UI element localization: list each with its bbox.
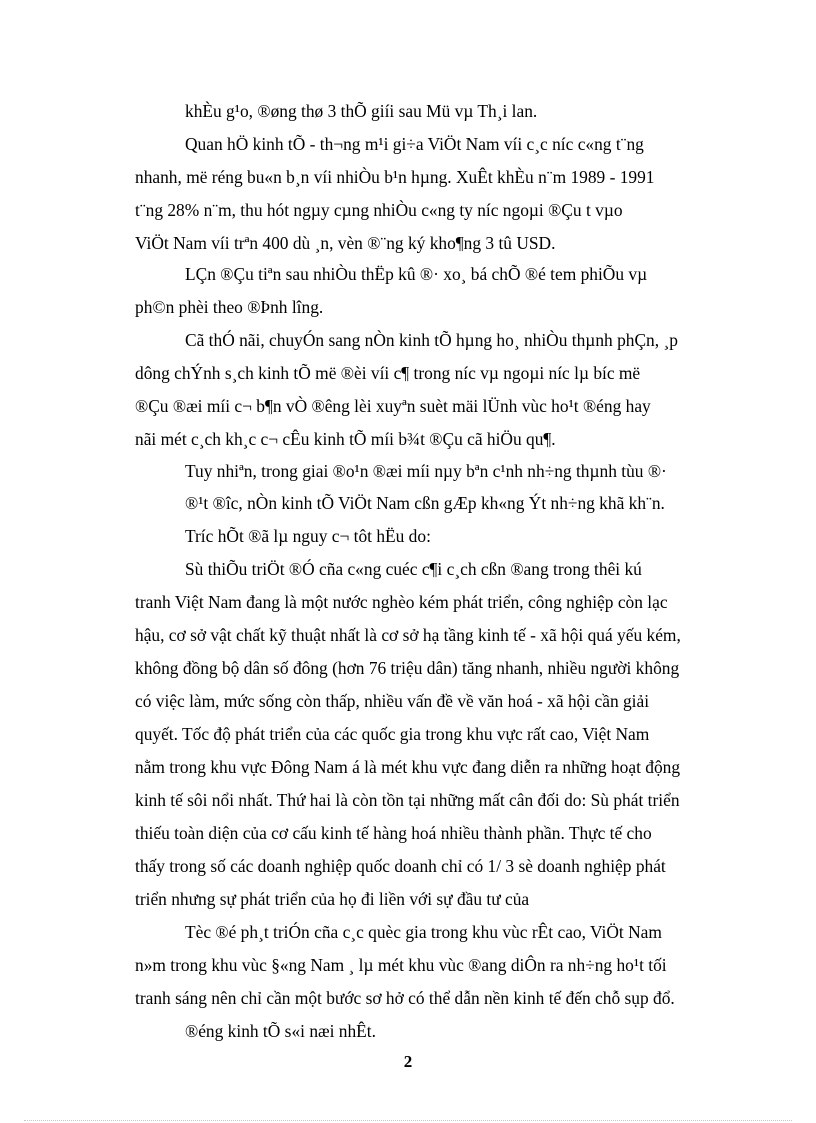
text-line-23: thiếu toàn diện của cơ cấu kinh tế hàng hoá nhiều thành phần. Thực tế cho bbox=[135, 823, 652, 843]
text-line-12: Tuy nhiªn, trong giai ®o¹n ®æi míi nµy bªn c¹nh nh÷ng thµnh tùu ®· bbox=[185, 461, 667, 481]
text-line-9: dông chÝnh s¸ch kinh tÕ më ®èi víi c¶ trong níc vµ ngoµi níc lµ bíc më bbox=[135, 363, 641, 383]
text-line-29: ®éng kinh tÕ s«i næi nhÊt. bbox=[185, 1021, 376, 1041]
text-line-8: Cã thÓ nãi, chuyÓn sang nÒn kinh tÕ hµng ho¸ nhiÒu thµnh phÇn, ¸p bbox=[185, 330, 678, 350]
text-line-21: nằm trong khu vực Đông Nam á là mét khu vực đang diễn ra những hoạt động bbox=[135, 757, 681, 777]
text-line-25: triển nhưng sự phát triển của họ đi liền với sự đầu tư của bbox=[135, 889, 530, 909]
text-line-4: t¨ng 28% n¨m, thu hót ngµy cµng nhiÒu c«ng ty níc ngoµi ®Çu t vµo bbox=[135, 200, 623, 220]
text-line-22: kinh tế sôi nổi nhất. Thứ hai là còn tồn tại những mất cân đối do: Sù phát triển bbox=[135, 790, 680, 810]
text-line-1: khÈu g¹o, ®øng thø 3 thÕ giíi sau Mü vµ Th¸i lan. bbox=[185, 101, 538, 121]
text-line-15: Sù thiÕu triÖt ®Ó cña c«ng cuéc c¶i c¸ch cßn ®ang trong thêi kú bbox=[185, 559, 642, 579]
text-line-14: Tríc hÕt ®ã lµ nguy c¬ tôt hËu do: bbox=[185, 526, 431, 546]
text-line-11: nãi mét c¸ch kh¸c c¬ cÊu kinh tÕ míi b¾t ®Çu cã hiÖu qu¶. bbox=[135, 429, 556, 449]
text-line-6: LÇn ®Çu tiªn sau nhiÒu thËp kû ®· xo¸ bá chÕ ®é tem phiÕu vµ bbox=[185, 264, 648, 284]
text-line-18: không đồng bộ dân số đông (hơn 76 triệu dân) tăng nhanh, nhiều người không bbox=[135, 658, 680, 678]
text-line-28: tranh sáng nên chỉ cần một bước sơ hở có thể dẫn nền kinh tế đến chỗ sụp đổ. bbox=[135, 988, 675, 1008]
text-line-20: quyết. Tốc độ phát triển của các quốc gia trong khu vực rất cao, Việt Nam bbox=[135, 724, 650, 744]
text-line-3: nhanh, më réng bu«n b¸n víi nhiÒu b¹n hµng. XuÊt khÈu n¨m 1989 - 1991 bbox=[135, 167, 655, 187]
text-line-5: ViÖt Nam víi trªn 400 dù ¸n, vèn ®¨ng ký kho¶ng 3 tû USD. bbox=[135, 233, 556, 253]
text-line-16: tranh Việt Nam đang là một nước nghèo kém phát triển, công nghiệp còn lạc bbox=[135, 592, 668, 612]
text-line-17: hậu, cơ sở vật chất kỹ thuật nhất là cơ sở hạ tầng kinh tế - xã hội quá yếu kém, bbox=[135, 625, 681, 645]
page-number: 2 bbox=[403, 1052, 413, 1071]
page-footer-divider bbox=[24, 1120, 792, 1121]
text-line-2: Quan hÖ kinh tÕ - th¬ng m¹i gi÷a ViÖt Nam víi c¸c níc c«ng t¨ng bbox=[185, 134, 644, 154]
text-line-19: có việc làm, mức sống còn thấp, nhiều vấn đề về văn hoá - xã hội cần giải bbox=[135, 691, 650, 711]
text-line-24: thấy trong số các doanh nghiệp quốc doanh chỉ có 1/ 3 sè doanh nghiệp phát bbox=[135, 856, 666, 876]
text-line-26: Tèc ®é ph¸t triÓn cña c¸c quèc gia trong khu vùc rÊt cao, ViÖt Nam bbox=[185, 922, 662, 942]
text-line-7: ph©n phèi theo ®Þnh lîng. bbox=[135, 297, 324, 317]
text-line-13: ®¹t ®îc, nÒn kinh tÕ ViÖt Nam cßn gÆp kh«ng Ýt nh÷ng khã kh¨n. bbox=[185, 493, 665, 513]
text-line-10: ®Çu ®æi míi c¬ b¶n vÒ ®êng lèi xuyªn suèt mäi lÜnh vùc ho¹t ®éng hay bbox=[135, 396, 651, 416]
text-line-27: n»m trong khu vùc §«ng Nam ¸ lµ mét khu vùc ®ang diÔn ra nh÷ng ho¹t tối bbox=[135, 955, 667, 975]
